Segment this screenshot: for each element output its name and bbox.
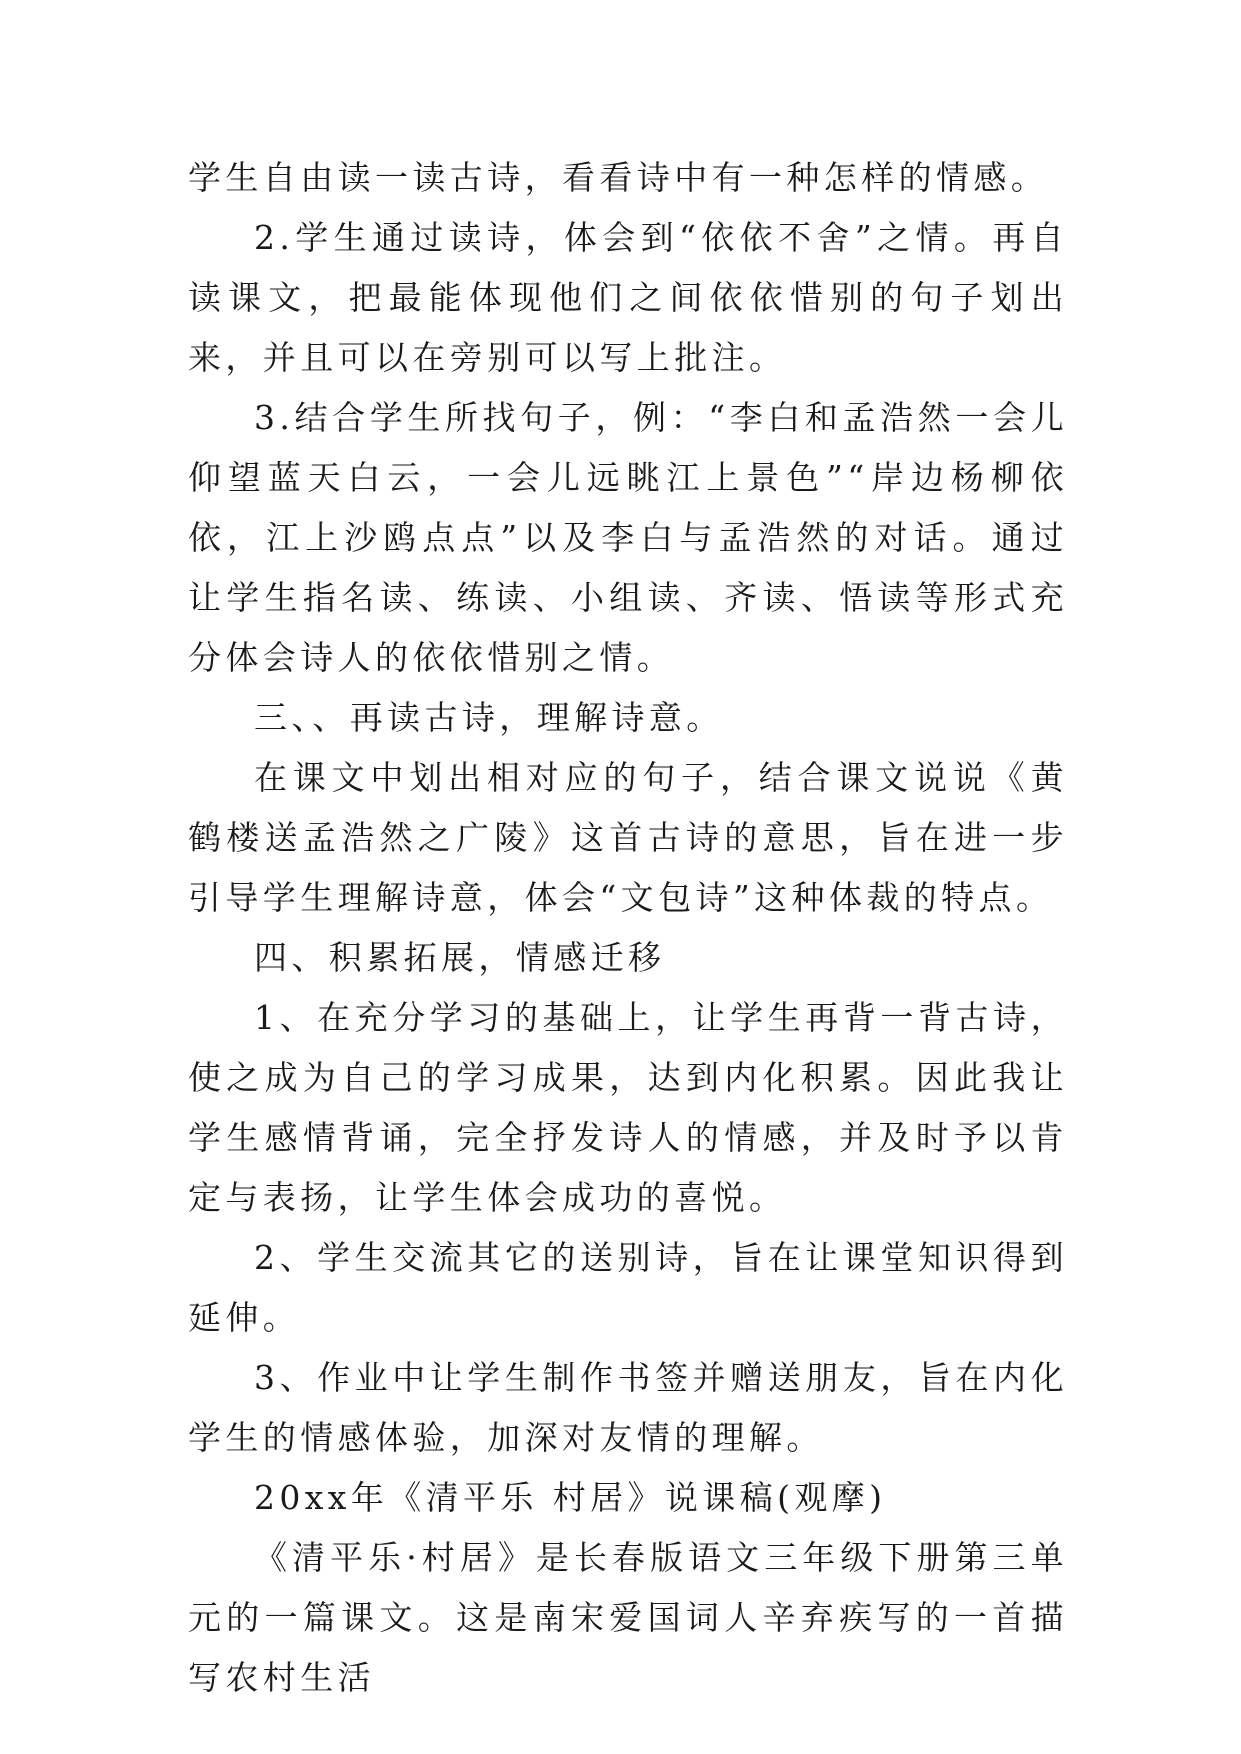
paragraph: 3、作业中让学生制作书签并赠送朋友，旨在内化学生的情感体验，加深对友情的理解。 bbox=[188, 1358, 1068, 1457]
document-body bbox=[188, 148, 1068, 1708]
section-heading: 三、、再读古诗，理解诗意。 bbox=[254, 698, 724, 737]
paragraph: 学生自由读一读古诗，看看诗中有一种怎样的情感。 bbox=[188, 158, 1049, 197]
paragraph: 2、学生交流其它的送别诗，旨在让课堂知识得到延伸。 bbox=[188, 1238, 1068, 1337]
document-title: 20xx年《清平乐 村居》说课稿(观摩) bbox=[254, 1478, 887, 1517]
paragraph: 3.结合学生所找句子，例：“李白和孟浩然一会儿仰望蓝天白云，一会儿远眺江上景色”“岸边杨柳依依，江上沙鸥点点”以及李白与孟浩然的对话。通过让学生指名读、练读、小组读、齐读、悟读等形式充分体会诗人的依依惜别之情。 bbox=[188, 398, 1068, 677]
section-heading: 四、积累拓展，情感迁移 bbox=[254, 938, 666, 977]
paragraph: 《清平乐·村居》是长春版语文三年级下册第三单元的一篇课文。这是南宋爱国词人辛弃疾写的一首描写农村生活 bbox=[188, 1538, 1068, 1697]
paragraph: 2.学生通过读诗，体会到“依依不舍”之情。再自读课文，把最能体现他们之间依依惜别的句子划出来，并且可以在旁别可以写上批注。 bbox=[188, 218, 1068, 377]
paragraph: 在课文中划出相对应的句子，结合课文说说《黄鹤楼送孟浩然之广陵》这首古诗的意思，旨在进一步引导学生理解诗意，体会“文包诗”这种体裁的特点。 bbox=[188, 758, 1068, 917]
paragraph: 1、在充分学习的基础上，让学生再背一背古诗，使之成为自己的学习成果，达到内化积累。因此我让学生感情背诵，完全抒发诗人的情感，并及时予以肯定与表扬，让学生体会成功的喜悦。 bbox=[188, 998, 1068, 1217]
